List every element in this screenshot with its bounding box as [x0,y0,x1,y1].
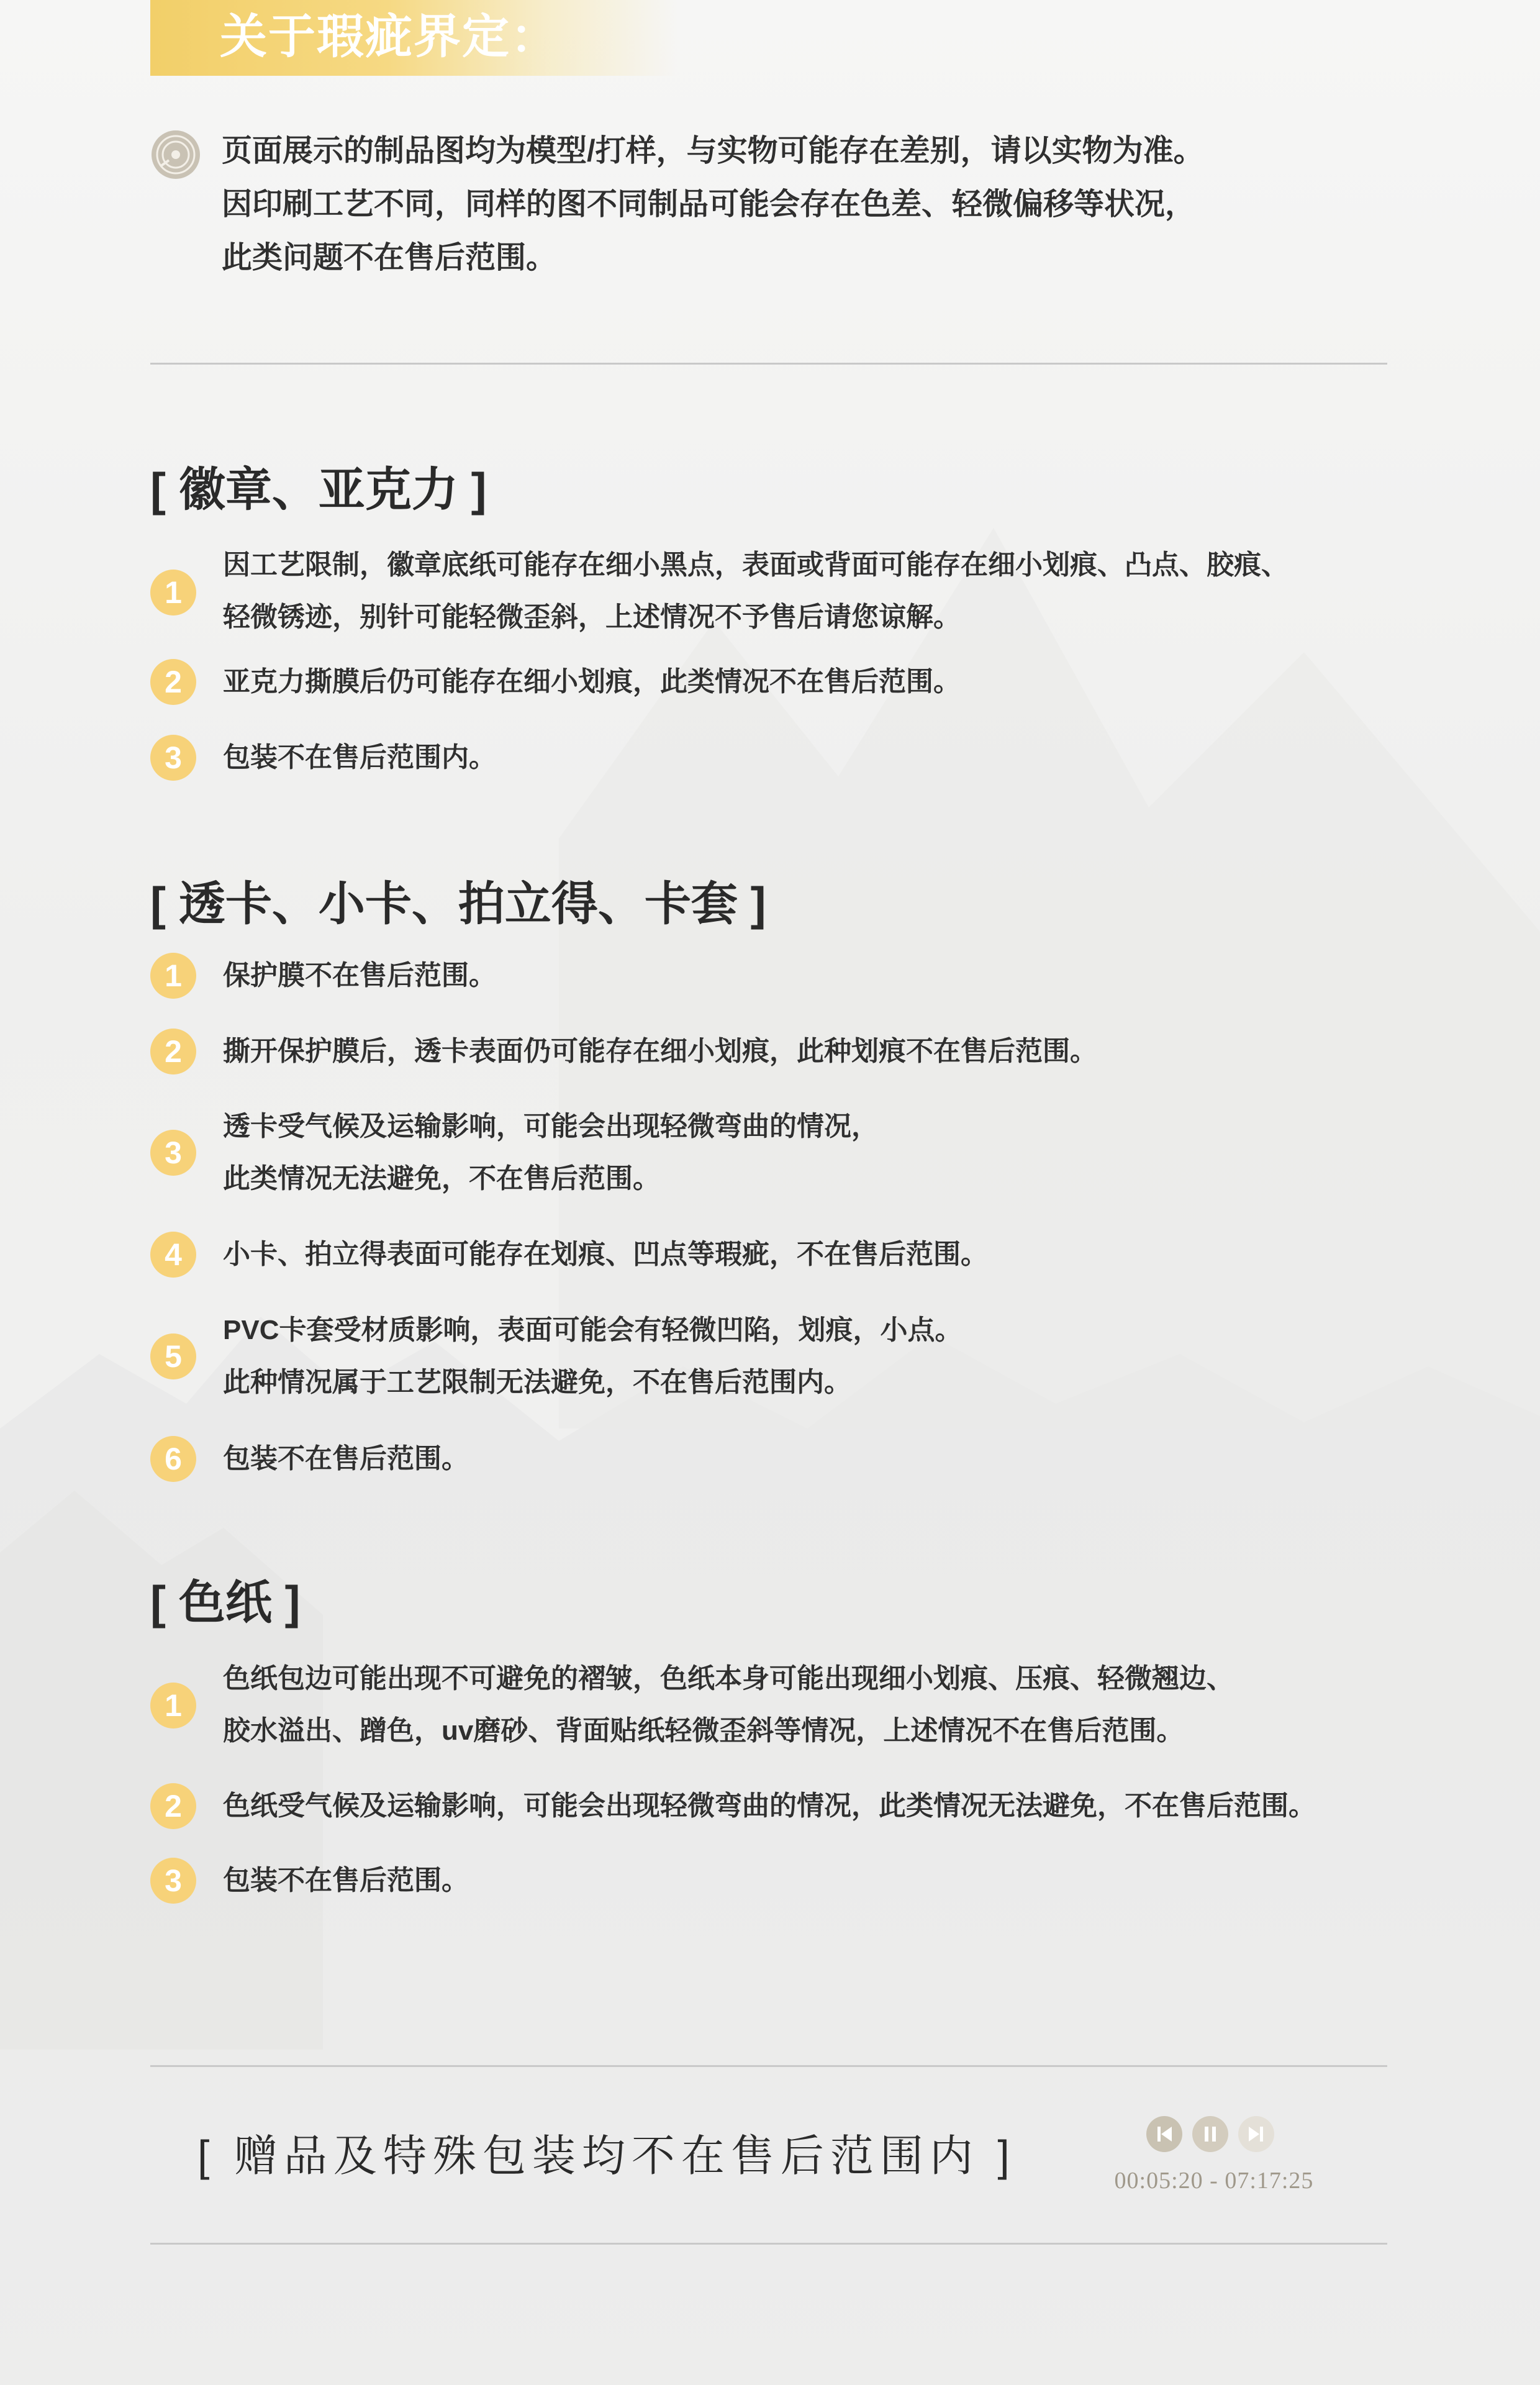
title-banner [150,0,678,76]
number-badge: 1 [150,1683,196,1729]
number-badge: 2 [150,659,196,705]
item-text [223,539,1421,643]
number-badge: 3 [150,1858,196,1904]
item-line: 因工艺限制，徽章底纸可能存在细小黑点，表面或背面可能存在细小划痕、凸点、胶痕、 [223,550,1289,580]
item-text [223,1229,1421,1281]
item-line: 轻微锈迹，别针可能轻微歪斜，上述情况不予售后请您谅解。 [223,602,961,632]
number-badge: 6 [150,1436,196,1482]
section-title: [ 徽章、亚克力 ] [150,463,487,516]
item-line: 包装不在售后范围。 [223,1865,469,1896]
intro-line: 因印刷工艺不同，同样的图不同制品可能会存在色差、轻微偏移等状况， [222,188,1196,221]
section-cards [150,873,1417,1476]
number-badge: 1 [150,953,196,999]
item-line: 撕开保护膜后，透卡表面仍可能存在细小划痕，此种划痕不在售后范围。 [223,1036,1097,1066]
playback-time: 00:05:20 - 07:17:25 [1114,2168,1314,2194]
pause-icon[interactable] [1192,2116,1228,2152]
divider [150,363,1387,365]
item-line: 透卡受气候及运输影响，可能会出现轻微弯曲的情况， [223,1111,879,1142]
item-line: 此种情况属于工艺限制无法避免，不在售后范围内。 [223,1367,851,1397]
divider [150,2065,1387,2067]
item-line: 小卡、拍立得表面可能存在划痕、凹点等瑕疵，不在售后范围。 [223,1239,988,1270]
item-text [223,1025,1421,1078]
number-badge: 3 [150,1130,196,1176]
item-text [223,732,1421,784]
item-text [223,1855,1421,1907]
item-line: 包装不在售后范围。 [223,1443,469,1474]
item-line: 胶水溢出、蹭色，uv磨砂、背面贴纸轻微歪斜等情况，上述情况不在售后范围。 [223,1715,1184,1746]
item-line: 亚克力撕膜后仍可能存在细小划痕，此类情况不在售后范围。 [223,666,961,697]
section-title: [ 色纸 ] [150,1576,301,1629]
item-text [223,1101,1421,1205]
skip-back-icon[interactable] [1146,2116,1182,2152]
intro-line: 页面展示的制品图均为模型/打样，与实物可能存在差别，请以实物为准。 [222,134,1204,168]
section-title: [ 透卡、小卡、拍立得、卡套 ] [150,878,766,930]
item-line: 色纸受气候及运输影响，可能会出现轻微弯曲的情况，此类情况无法避免，不在售后范围。 [223,1791,1316,1821]
item-line: 包装不在售后范围内。 [223,742,496,773]
item-text [223,1304,1421,1409]
item-text [223,950,1421,1002]
intro-line: 此类问题不在售后范围。 [222,241,557,275]
number-badge: 1 [150,570,196,616]
section-badges-acrylic [150,458,1417,775]
item-line: PVC卡套受材质影响，表面可能会有轻微凹陷，划痕，小点。 [223,1315,962,1345]
item-text [223,1653,1421,1757]
divider [150,2243,1387,2245]
item-text [223,1780,1421,1832]
media-player [1080,2109,1348,2208]
page-title: 关于瑕疵界定： [220,11,559,63]
intro-text [222,124,1402,284]
number-badge: 5 [150,1333,196,1379]
number-badge: 2 [150,1029,196,1074]
item-text [223,656,1421,708]
item-line: 此类情况无法避免，不在售后范围。 [223,1163,660,1194]
item-line: 色纸包边可能出现不可避免的褶皱，色纸本身可能出现细小划痕、压痕、轻微翘边、 [223,1663,1234,1694]
item-text [223,1433,1421,1485]
skip-forward-icon[interactable] [1238,2116,1274,2152]
item-line: 保护膜不在售后范围。 [223,960,496,991]
number-badge: 3 [150,735,196,781]
number-badge: 4 [150,1232,196,1278]
number-badge: 2 [150,1783,196,1829]
section-colored-paper [150,1571,1417,1898]
footer-title: [ 赠品及特殊包装均不在售后范围内 ] [197,2132,1016,2180]
disc-icon [150,129,201,180]
